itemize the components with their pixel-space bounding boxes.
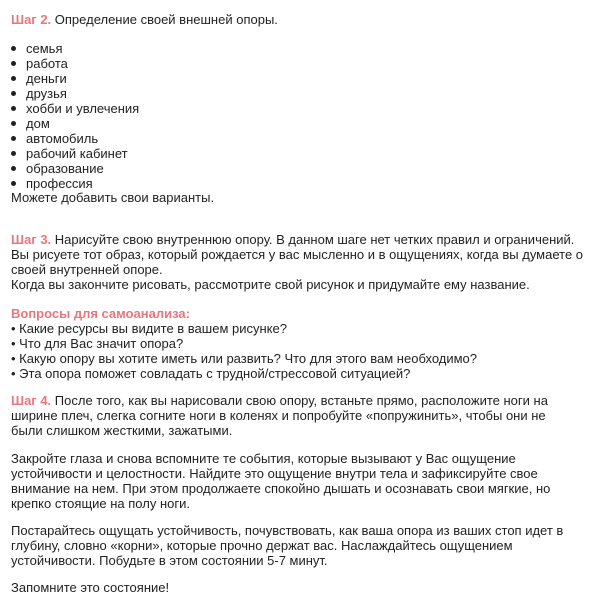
step4-final: Запомните это состояние! (11, 580, 170, 595)
step4-label: Шаг 4. (11, 393, 52, 408)
step4-line2: ширине плеч, слегка согните ноги в коленях и попробуйте «попружинить», чтобы они не (11, 408, 546, 423)
step3-label: Шаг 3. (11, 232, 52, 247)
questions-title: Вопросы для самоанализа: (11, 306, 190, 321)
step4-p2-line: устойчивости и целостности. Найдите это ощущение внутри тела и зафиксируйте свое (11, 466, 538, 481)
bullet-icon (11, 151, 16, 156)
bullet-icon (11, 61, 16, 66)
step3-line3: своей внутренней опоре. (11, 262, 163, 277)
bullet-icon (11, 136, 16, 141)
bullet-icon (11, 106, 16, 111)
step4-p3-line: глубину, словно «корни», которые прочно держат вас. Наслаждайтесь ощущением (11, 538, 513, 553)
step4-p3-line: Постарайтесь ощущать устойчивость, почувствовать, как ваша опора из ваших стоп идет в (11, 523, 564, 538)
list-item: автомобиль (11, 131, 98, 146)
question-item: • Эта опора поможет совладать с трудной/стрессовой ситуацией? (11, 366, 411, 381)
bullet-icon (11, 46, 16, 51)
list-item: дом (11, 116, 50, 131)
bullet-icon (11, 91, 16, 96)
question-item: • Какие ресурсы вы видите в вашем рисунке? (11, 321, 287, 336)
step4-line1: Шаг 4. После того, как вы нарисовали свою опору, встаньте прямо, расположите ноги на (11, 393, 548, 408)
list-item: деньги (11, 71, 67, 86)
list-item: рабочий кабинет (11, 146, 128, 161)
step3-line4: Когда вы закончите рисовать, рассмотрите свой рисунок и придумайте ему название. (11, 277, 530, 292)
list-item: хобби и увлечения (11, 101, 139, 116)
step2-text: Определение своей внешней опоры. (51, 12, 278, 27)
step2-heading (11, 12, 278, 27)
bullet-icon (11, 121, 16, 126)
step2-label: Шаг 2. (11, 12, 52, 27)
bullet-icon (11, 166, 16, 171)
step4-p2-line: внимание на нем. При этом продолжаете спокойно дышать и осознавать свои мягкие, но (11, 481, 551, 496)
list-item: семья (11, 41, 62, 56)
bullet-icon (11, 181, 16, 186)
step2-note: Можете добавить свои варианты. (11, 190, 215, 205)
step4-line3: были слишком жесткими, зажатыми. (11, 423, 233, 438)
step3-line2: Вы рисуете тот образ, который рождается у вас мысленно и в ощущениях, когда вы думаете о (11, 247, 584, 262)
step4-p2-line: Закройте глаза и снова вспомните те события, которые вызывают у Вас ощущение (11, 451, 516, 466)
list-item: друзья (11, 86, 67, 101)
step4-p3-line: устойчивости. Побудьте в этом состоянии 5-7 минут. (11, 553, 328, 568)
step4-p2-line: крепко стоящие на полу ноги. (11, 496, 190, 511)
step3-line1: Шаг 3. Нарисуйте свою внутреннюю опору. В данном шаге нет четких правил и ограничений. (11, 232, 575, 247)
list-item: образование (11, 161, 104, 176)
question-item: • Что для Вас значит опора? (11, 336, 184, 351)
list-item: работа (11, 56, 68, 71)
list-item: профессия (11, 176, 93, 191)
bullet-icon (11, 76, 16, 81)
question-item: • Какую опору вы хотите иметь или развить? Что для этого вам необходимо? (11, 351, 478, 366)
